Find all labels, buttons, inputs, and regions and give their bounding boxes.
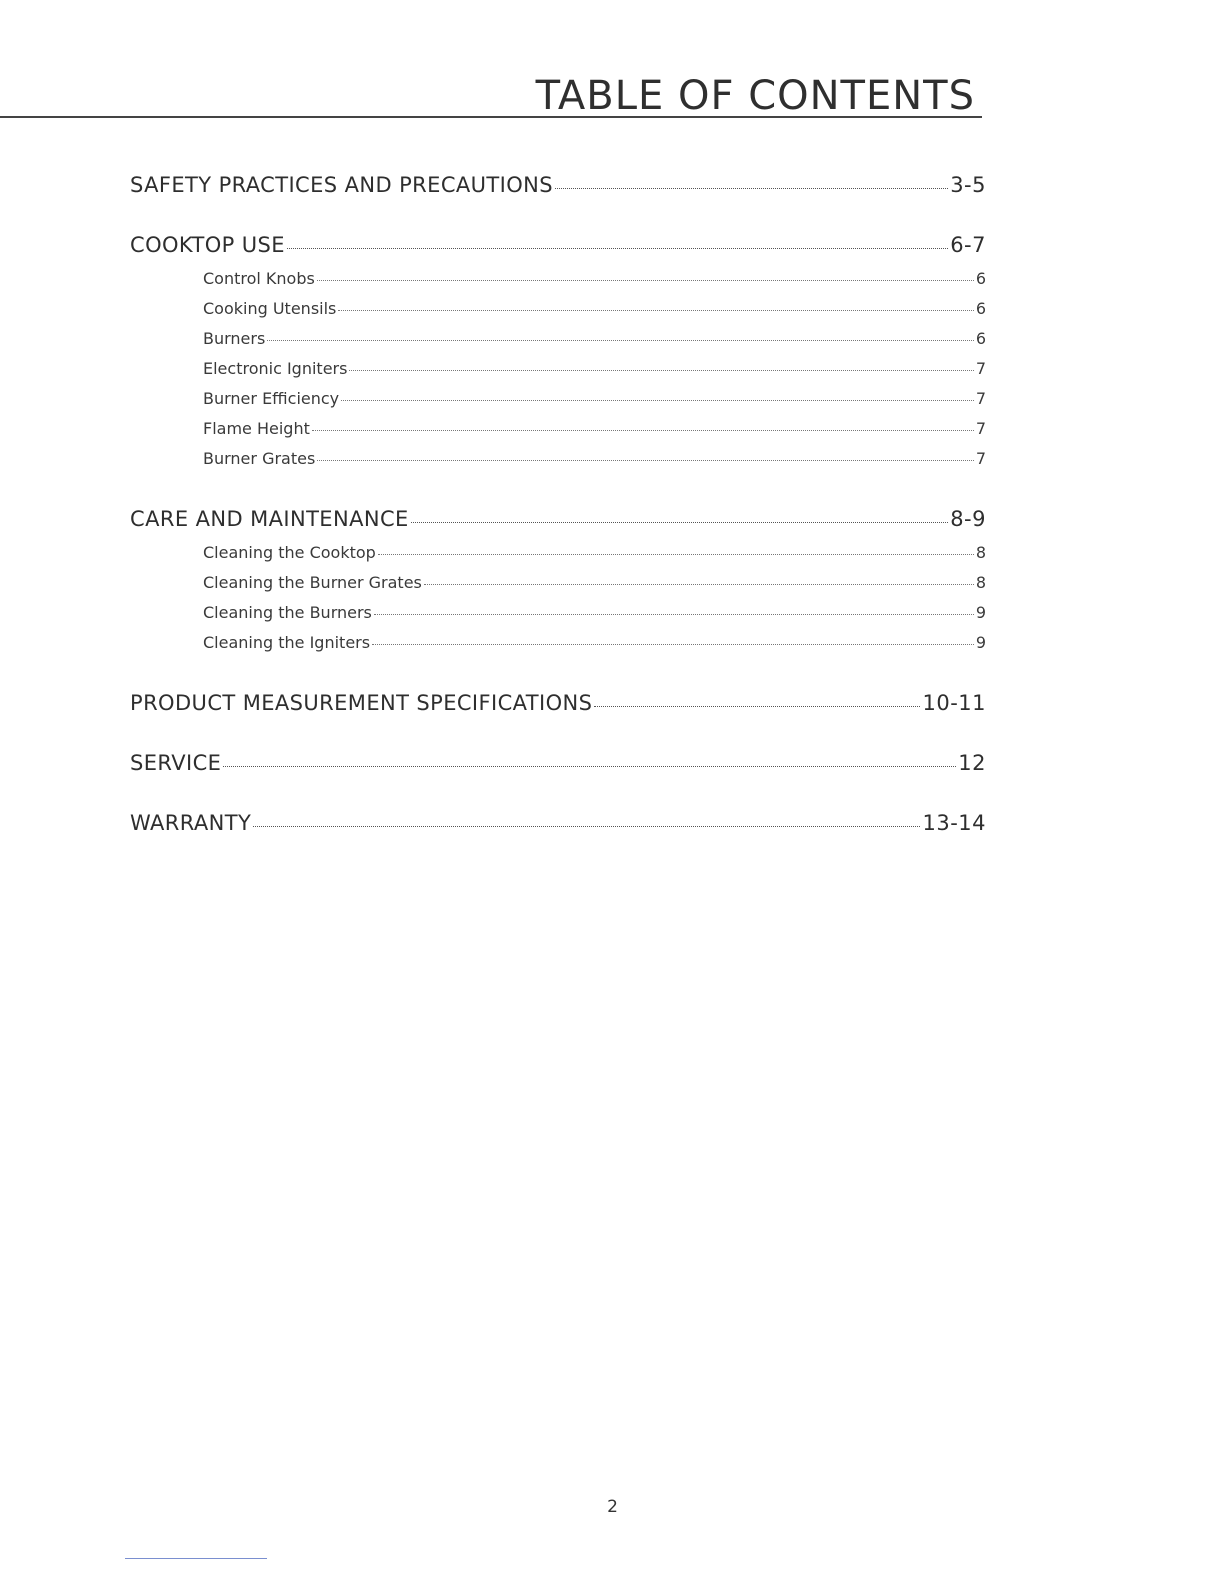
toc-subentry-page: 7 <box>975 359 986 378</box>
dot-leader <box>317 460 974 461</box>
toc-subentry-label: Burners <box>203 329 266 348</box>
toc-entry-page: 3-5 <box>950 173 986 197</box>
toc-entry[interactable] <box>130 808 986 838</box>
toc-entry[interactable] <box>130 504 986 534</box>
toc-subentry[interactable] <box>130 264 986 294</box>
toc-subentry-page: 6 <box>975 329 986 348</box>
dot-leader <box>287 248 948 249</box>
dot-leader <box>267 340 974 341</box>
table-of-contents <box>130 170 986 868</box>
toc-entry-label: PRODUCT MEASUREMENT SPECIFICATIONS <box>130 691 593 715</box>
toc-section-warranty <box>130 808 986 838</box>
dot-leader <box>424 584 974 585</box>
toc-section-care-maintenance <box>130 504 986 658</box>
toc-subentry-label: Cleaning the Cooktop <box>203 543 376 562</box>
toc-subentry[interactable] <box>130 384 986 414</box>
toc-subentry-page: 9 <box>975 603 986 622</box>
dot-leader <box>349 370 973 371</box>
page-number: 2 <box>607 1497 618 1517</box>
toc-subentry-label: Cleaning the Burners <box>203 603 372 622</box>
toc-section-service <box>130 748 986 778</box>
toc-subentry-page: 7 <box>975 389 986 408</box>
toc-subentry-page: 6 <box>975 269 986 288</box>
toc-subentry-label: Cleaning the Burner Grates <box>203 573 422 592</box>
toc-subentry[interactable] <box>130 324 986 354</box>
toc-entry-label: WARRANTY <box>130 811 252 835</box>
dot-leader <box>411 522 949 523</box>
footer-rule <box>125 1558 267 1559</box>
toc-subentry[interactable] <box>130 294 986 324</box>
toc-subentry-page: 7 <box>975 419 986 438</box>
toc-subentry[interactable] <box>130 538 986 568</box>
toc-subentry-page: 6 <box>975 299 986 318</box>
toc-subentry[interactable] <box>130 628 986 658</box>
dot-leader <box>253 826 920 827</box>
toc-subentry-label: Flame Height <box>203 419 310 438</box>
toc-subentry[interactable] <box>130 444 986 474</box>
page-title: TABLE OF CONTENTS <box>535 73 975 119</box>
toc-subentry-page: 8 <box>975 543 986 562</box>
toc-entry-page: 6-7 <box>950 233 986 257</box>
toc-entry-page: 12 <box>958 751 986 775</box>
dot-leader <box>223 766 956 767</box>
toc-subentry[interactable] <box>130 354 986 384</box>
toc-subentry-label: Cleaning the Igniters <box>203 633 371 652</box>
toc-subentry-label: Electronic Igniters <box>203 359 348 378</box>
toc-entry-label: COOKTOP USE <box>130 233 285 257</box>
toc-subentry-page: 7 <box>975 449 986 468</box>
dot-leader <box>555 188 948 189</box>
toc-entry[interactable] <box>130 230 986 260</box>
toc-entry-page: 10-11 <box>922 691 986 715</box>
toc-subentry[interactable] <box>130 568 986 598</box>
dot-leader <box>594 706 920 707</box>
toc-entry-page: 8-9 <box>950 507 986 531</box>
dot-leader <box>374 614 974 615</box>
toc-subentry[interactable] <box>130 414 986 444</box>
dot-leader <box>372 644 974 645</box>
dot-leader <box>338 310 973 311</box>
toc-entry[interactable] <box>130 170 986 200</box>
toc-entry-label: SERVICE <box>130 751 222 775</box>
toc-subentry-page: 8 <box>975 573 986 592</box>
toc-entry[interactable] <box>130 688 986 718</box>
toc-sublist <box>130 264 986 474</box>
toc-subentry-label: Burner Grates <box>203 449 316 468</box>
toc-entry[interactable] <box>130 748 986 778</box>
dot-leader <box>341 400 974 401</box>
toc-entry-page: 13-14 <box>922 811 986 835</box>
dot-leader <box>317 280 974 281</box>
toc-subentry-label: Control Knobs <box>203 269 315 288</box>
toc-entry-label: SAFETY PRACTICES AND PRECAUTIONS <box>130 173 554 197</box>
toc-section-product-measurement <box>130 688 986 718</box>
toc-subentry[interactable] <box>130 598 986 628</box>
toc-section-cooktop-use <box>130 230 986 474</box>
dot-leader <box>312 430 974 431</box>
toc-section-safety <box>130 170 986 200</box>
toc-entry-label: CARE AND MAINTENANCE <box>130 507 409 531</box>
toc-sublist <box>130 538 986 658</box>
toc-subentry-page: 9 <box>975 633 986 652</box>
toc-subentry-label: Burner Efficiency <box>203 389 340 408</box>
dot-leader <box>378 554 974 555</box>
toc-subentry-label: Cooking Utensils <box>203 299 337 318</box>
